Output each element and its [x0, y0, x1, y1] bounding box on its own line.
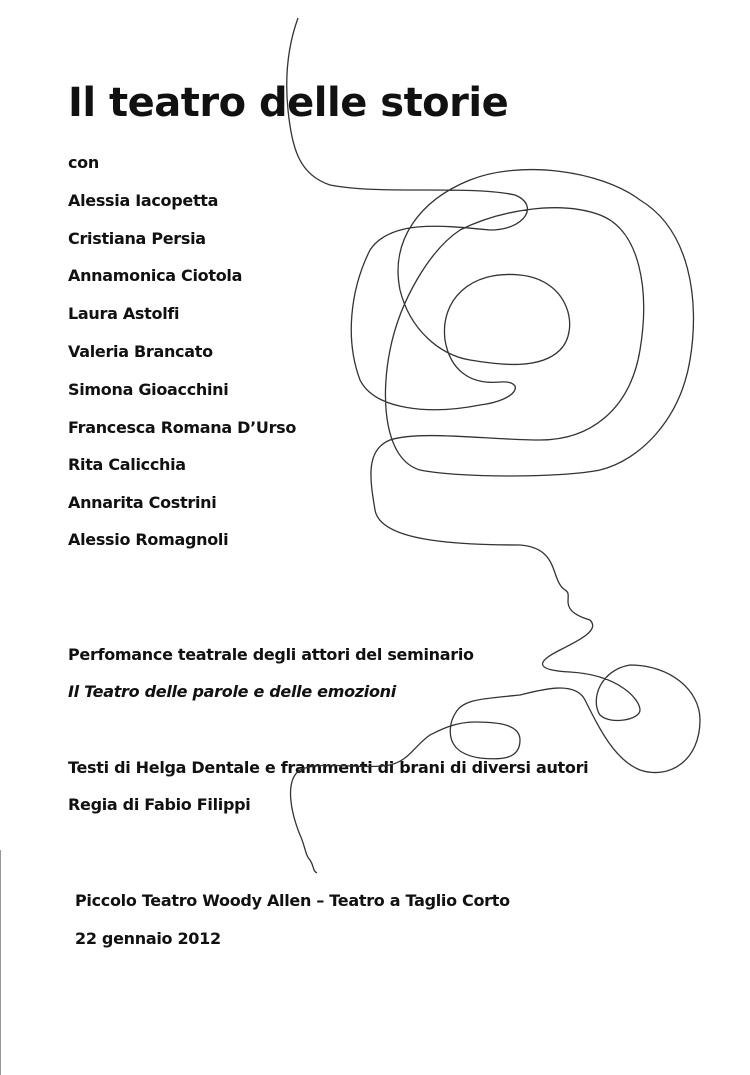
cast-member: Laura Astolfi	[68, 304, 180, 323]
texts-line: Testi di Helga Dentale e frammenti di brani di diversi autori	[68, 758, 589, 777]
direction-line: Regia di Fabio Filippi	[68, 795, 251, 814]
performance-line: Perfomance teatrale degli attori del seminario	[68, 645, 474, 664]
cast-member: Valeria Brancato	[68, 342, 213, 361]
venue: Piccolo Teatro Woody Allen – Teatro a Taglio Corto	[75, 891, 510, 910]
cast-member: Alessio Romagnoli	[68, 530, 229, 549]
cast-member: Annarita Costrini	[68, 493, 217, 512]
seminar-title: Il Teatro delle parole e delle emozioni	[68, 682, 396, 701]
cast-member: Alessia Iacopetta	[68, 191, 219, 210]
page-title: Il teatro delle storie	[68, 80, 509, 126]
cast-member: Cristiana Persia	[68, 229, 206, 248]
with-label: con	[68, 153, 99, 172]
cast-member: Simona Gioacchini	[68, 380, 229, 399]
cast-member: Francesca Romana D’Urso	[68, 418, 297, 437]
scribble-line	[287, 18, 700, 873]
cast-member: Rita Calicchia	[68, 455, 186, 474]
date: 22 gennaio 2012	[75, 929, 221, 948]
cast-member: Annamonica Ciotola	[68, 266, 243, 285]
